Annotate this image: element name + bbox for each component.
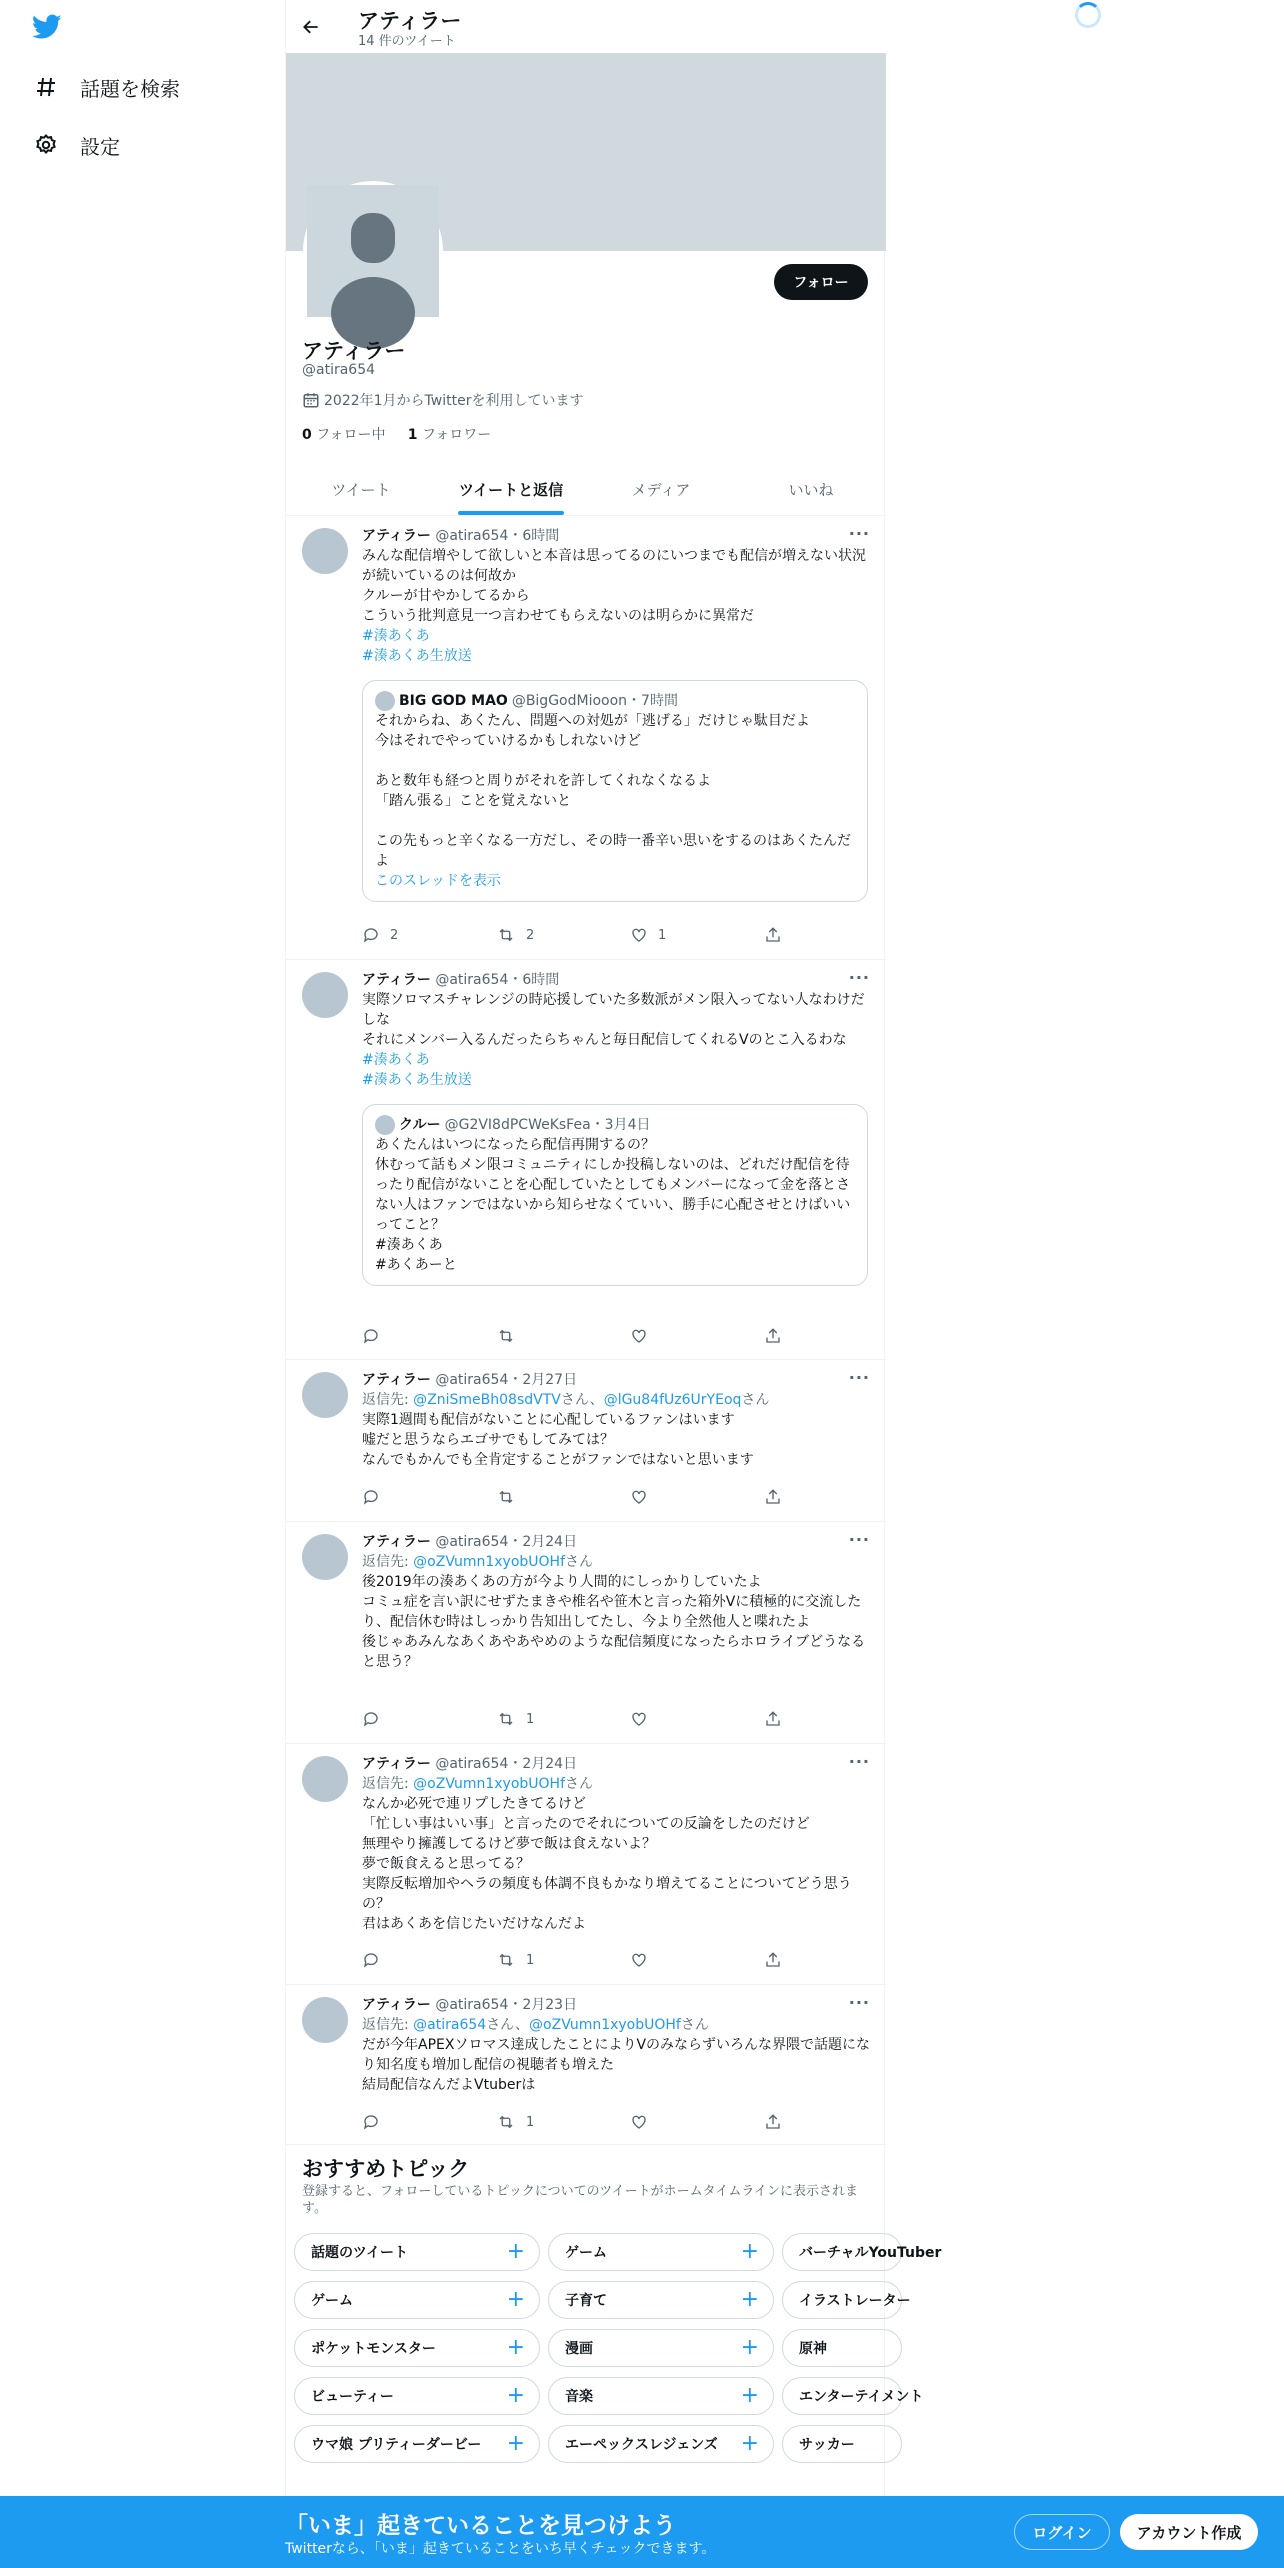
- signup-banner: [0, 2496, 1284, 2568]
- heart-icon: [630, 1327, 648, 1345]
- tweet-actions: [362, 1951, 802, 1971]
- tweet-actions: [362, 2113, 802, 2133]
- tweet-author-handle: @atira654: [435, 972, 509, 988]
- reply-icon: [362, 1327, 380, 1345]
- signup-button[interactable]: アカウント作成: [1120, 2514, 1258, 2550]
- retweet-icon: [496, 1488, 516, 1506]
- hashtag-link[interactable]: #湊あくあ: [362, 628, 430, 644]
- twitter-logo-icon[interactable]: [32, 14, 66, 44]
- topics-description: 登録すると、フォローしているトピックについてのツイートがホームタイムラインに表示されます。: [302, 2184, 859, 2216]
- retweet-button[interactable]: [496, 1327, 526, 1345]
- tweet-time[interactable]: ・6時間: [508, 972, 560, 988]
- gear-icon: [32, 131, 60, 159]
- tweet[interactable]: [286, 1522, 886, 1744]
- tweet-author-name[interactable]: アティラー: [362, 972, 431, 988]
- quoted-author-handle: @BigGodMiooon: [511, 693, 628, 709]
- retweet-icon: [496, 926, 516, 944]
- tweet-text: 実際ソロマスチャレンジの時応援していた多数派がメン限入ってない人なわけだしな それにメンバー入るんだったらちゃんと毎日配信してくれるVのとこ入るわな: [362, 992, 865, 1048]
- tweet-author-handle: @atira654: [435, 1372, 509, 1388]
- tweet-author-handle: @atira654: [435, 1997, 509, 2013]
- tweet-author-name[interactable]: アティラー: [362, 1534, 431, 1550]
- topic-chip[interactable]: ゲーム +: [294, 2281, 540, 2319]
- share-icon: [764, 1488, 782, 1506]
- profile-joined-text: 2022年1月からTwitterを利用しています: [324, 393, 584, 409]
- tweet-author-name[interactable]: アティラー: [362, 1997, 431, 2013]
- profile-avatar[interactable]: [303, 181, 443, 321]
- topic-chip[interactable]: ゲーム +: [548, 2233, 774, 2271]
- topic-chip[interactable]: ビューティー +: [294, 2377, 540, 2415]
- mention-link[interactable]: @atira654: [413, 2017, 487, 2033]
- tweet-author-handle: @atira654: [435, 1756, 509, 1772]
- tweet[interactable]: [286, 516, 886, 960]
- avatar[interactable]: [302, 1372, 348, 1418]
- tweet-actions: [362, 1488, 802, 1508]
- back-arrow-icon[interactable]: [296, 12, 326, 42]
- retweet-icon: [496, 1327, 516, 1345]
- topic-chip[interactable]: 話題のツイート +: [294, 2233, 540, 2271]
- tweet-author-name[interactable]: アティラー: [362, 528, 431, 544]
- show-thread-link[interactable]: このスレッドを表示: [375, 873, 501, 889]
- topic-chip[interactable]: ウマ娘 プリティーダービー +: [294, 2425, 540, 2463]
- tab-tweets-and-replies[interactable]: ツイートと返信: [436, 463, 586, 515]
- tab-media[interactable]: メディア: [631, 480, 691, 499]
- quoted-text: あくたんはいつになったら配信再開するの？ 休むって話もメン限コミュニティにしか投稿しないのは、どれだけ配信を待ったり配信がないことを心配していたとしてもメンバーになって金を落とさない人はファンではないから知らせなくていい、勝手に心配させとけばいいってこと？ #湊あくあ #あくあーと: [375, 1137, 851, 1273]
- like-button[interactable]: [630, 2113, 658, 2131]
- tweet-time[interactable]: ・2月24日: [508, 1756, 578, 1772]
- tweet[interactable]: [286, 1985, 886, 2145]
- more-icon[interactable]: ···: [848, 524, 870, 543]
- profile-handle: @atira654: [302, 362, 376, 378]
- topic-chip[interactable]: サッカー: [782, 2425, 902, 2463]
- share-icon: [764, 1327, 782, 1345]
- tab-likes[interactable]: いいね: [788, 480, 834, 499]
- more-icon[interactable]: ···: [848, 1530, 870, 1549]
- more-icon[interactable]: ···: [848, 1993, 870, 2012]
- main-column: [285, 0, 942, 2568]
- share-icon: [764, 1710, 782, 1728]
- heart-icon: [630, 1710, 648, 1728]
- plus-icon[interactable]: +: [740, 2287, 759, 2312]
- retweet-icon: [496, 1710, 516, 1728]
- quoted-tweet[interactable]: [362, 1104, 868, 1286]
- topic-chip[interactable]: エンターテイメント: [782, 2377, 902, 2415]
- profile-name: アティラー: [302, 339, 406, 363]
- like-button[interactable]: [630, 1951, 658, 1969]
- tweet-time[interactable]: ・2月23日: [508, 1997, 578, 2013]
- quoted-time: ・3月4日: [590, 1117, 651, 1133]
- share-icon: [764, 2113, 782, 2131]
- follow-button[interactable]: フォロー: [774, 264, 868, 300]
- topic-chip[interactable]: 原神: [782, 2329, 902, 2367]
- tweet-text: 後2019年の湊あくあの方が今より人間的にしっかりしていたよ コミュ症を言い訳にせずたまきや椎名や笹木と言った箱外Vに積極的に交流したり、配信休む時はしっかり告知出してたし、今より全然他人と喋れたよ 後じゃあみんなあくあやあやめのような配信頻度になったらホロライブどうなると思う？: [362, 1574, 866, 1670]
- reply-button[interactable]: 2: [362, 926, 398, 944]
- tweet[interactable]: [286, 1360, 886, 1522]
- topic-chip[interactable]: イラストレーター: [782, 2281, 902, 2319]
- retweet-button[interactable]: 1: [496, 1951, 534, 1969]
- reply-button[interactable]: [362, 1327, 390, 1345]
- reply-icon: [362, 1710, 380, 1728]
- avatar[interactable]: [302, 528, 348, 574]
- reply-icon: [362, 1951, 380, 1969]
- like-button[interactable]: 1: [630, 926, 666, 944]
- like-button[interactable]: [630, 1327, 658, 1345]
- plus-icon[interactable]: +: [740, 2431, 759, 2456]
- heart-icon: [630, 1951, 648, 1969]
- plus-icon[interactable]: +: [506, 2335, 525, 2360]
- plus-icon[interactable]: +: [740, 2239, 759, 2264]
- share-icon: [764, 1951, 782, 1969]
- avatar[interactable]: [302, 1997, 348, 2043]
- share-button[interactable]: [764, 1327, 792, 1345]
- hashtag-link[interactable]: #湊あくあ生放送: [362, 1072, 472, 1088]
- left-nav: [0, 0, 285, 2568]
- reply-icon: [362, 2113, 380, 2131]
- tweet-text: だが今年APEXソロマス達成したことによりVのみならずいろんな界隈で話題になり知名度も増加し配信の視聴者も増えた 結局配信なんだよVtuberは: [362, 2037, 871, 2093]
- reply-button[interactable]: [362, 2113, 390, 2131]
- mention-link[interactable]: @lGu84fUz6UrYEoq: [603, 1392, 742, 1408]
- avatar[interactable]: [302, 1756, 348, 1802]
- topic-chip[interactable]: ポケットモンスター +: [294, 2329, 540, 2367]
- tweet-author-name[interactable]: アティラー: [362, 1756, 431, 1772]
- heart-icon: [630, 1488, 648, 1506]
- tweet-author-name[interactable]: アティラー: [362, 1372, 431, 1388]
- topic-chip[interactable]: 音楽 +: [548, 2377, 774, 2415]
- quoted-author-handle: @G2VI8dPCWeKsFea: [444, 1117, 591, 1133]
- retweet-button[interactable]: 1: [496, 1710, 534, 1728]
- plus-icon[interactable]: +: [506, 2287, 525, 2312]
- plus-icon[interactable]: +: [740, 2335, 759, 2360]
- reply-icon: [362, 926, 380, 944]
- profile-header: [286, 0, 886, 53]
- hashtag-link[interactable]: #湊あくあ: [362, 1052, 430, 1068]
- topic-chip[interactable]: エーペックスレジェンズ +: [548, 2425, 774, 2463]
- banner-subtitle: Twitterなら、「いま」起きていることをいち早くチェックできます。: [285, 2541, 716, 2557]
- reply-button[interactable]: [362, 1951, 390, 1969]
- profile-tabs: [286, 463, 886, 516]
- tweet-count: 14 件のツイート: [358, 34, 456, 49]
- reply-to-line: 返信先: @ZniSmeBh08sdVTVさん、@lGu84fUz6UrYEoqさん: [362, 1392, 770, 1408]
- mention-link[interactable]: @oZVumn1xyobUOHf: [413, 1776, 565, 1792]
- login-button[interactable]: ログイン: [1014, 2514, 1110, 2550]
- tweet-text: みんな配信増やして欲しいと本音は思ってるのにいつまでも配信が増えない状況が続いているのは何故か クルーが甘やかしてるから こういう批判意見一つ言わせてもらえないのは明らかに異常だ: [362, 548, 866, 624]
- like-button[interactable]: [630, 1710, 658, 1728]
- loading-spinner-icon: [1075, 2, 1101, 28]
- share-button[interactable]: [764, 1951, 792, 1969]
- topics-title: おすすめトピック: [302, 2157, 470, 2181]
- tweet-time[interactable]: ・2月27日: [508, 1372, 578, 1388]
- mention-link[interactable]: @oZVumn1xyobUOHf: [413, 1554, 565, 1570]
- topic-chip[interactable]: 子育て +: [548, 2281, 774, 2319]
- share-button[interactable]: [764, 1488, 792, 1506]
- reply-to-line: 返信先: @atira654さん、@oZVumn1xyobUOHfさん: [362, 2017, 709, 2033]
- quoted-time: ・7時間: [627, 693, 678, 709]
- quoted-author-name: BIG GOD MAO: [399, 693, 508, 709]
- quoted-text: それからね、あくたん、問題への対処が「逃げる」だけじゃ駄目だよ 今はそれでやっていけるかもしれないけど あと数年も経つと周りがそれを許してくれなくなるよ 「踏ん張る」ことを覚えないと この先もっと辛くなる一方だし、その時一番辛い思いをするのはあくたんだよ: [375, 713, 851, 869]
- reply-to-line: 返信先: @oZVumn1xyobUOHfさん: [362, 1776, 593, 1792]
- tweet[interactable]: [286, 960, 886, 1360]
- nav-settings-label: 設定: [80, 134, 120, 159]
- plus-icon[interactable]: +: [506, 2239, 525, 2264]
- followers-link[interactable]: 1 フォロワー: [407, 427, 492, 443]
- tweet[interactable]: [286, 1744, 886, 1985]
- retweet-button[interactable]: 1: [496, 2113, 534, 2131]
- share-button[interactable]: [764, 926, 792, 944]
- tweet-time[interactable]: ・2月24日: [508, 1534, 578, 1550]
- share-icon: [764, 926, 782, 944]
- retweet-icon: [496, 1951, 516, 1969]
- plus-icon[interactable]: +: [506, 2383, 525, 2408]
- like-button[interactable]: [630, 1488, 658, 1506]
- tweet-text: 実際1週間も配信がないことに心配しているファンはいます 嘘だと思うならエゴサでもしてみては？ なんでもかんでも全肯定することがファンではないと思います: [362, 1412, 754, 1468]
- more-icon[interactable]: ···: [848, 1368, 870, 1387]
- tweet-author-handle: @atira654: [435, 528, 509, 544]
- avatar[interactable]: [302, 1534, 348, 1580]
- reply-button[interactable]: [362, 1710, 390, 1728]
- mention-link[interactable]: @ZniSmeBh08sdVTV: [413, 1392, 561, 1408]
- hashtag-icon: [32, 73, 60, 101]
- reply-to-line: 返信先: @oZVumn1xyobUOHfさん: [362, 1554, 593, 1570]
- topic-chip[interactable]: バーチャルYouTuber: [782, 2233, 902, 2271]
- nav-explore[interactable]: [32, 67, 180, 107]
- share-button[interactable]: [764, 2113, 792, 2131]
- header-title: アティラー: [358, 9, 462, 33]
- tweet-author-handle: @atira654: [435, 1534, 509, 1550]
- nav-settings[interactable]: [32, 125, 120, 165]
- tweet-text: なんか必死で連リプしたきてるけど 「忙しい事はいい事」と言ったのでそれについての反論をしたのだけど 無理やり擁護してるけど夢で飯は食えないよ？ 夢で飯食えると思ってる？ 実際反転増加やヘラの頻度も体調不良もかなり増えてることについてどう思うの？ 君はあくあを信じたいだけなんだよ: [362, 1796, 852, 1932]
- banner-title: 「いま」起きていることを見つけよう: [285, 2513, 676, 2539]
- retweet-button[interactable]: [496, 1488, 526, 1506]
- hashtag-link[interactable]: #湊あくあ生放送: [362, 648, 472, 664]
- share-button[interactable]: [764, 1710, 792, 1728]
- tweet-time[interactable]: ・6時間: [508, 528, 560, 544]
- plus-icon[interactable]: +: [740, 2383, 759, 2408]
- profile-stats: [302, 424, 491, 444]
- recommended-topics: [286, 2145, 942, 2485]
- more-icon[interactable]: ···: [848, 968, 870, 987]
- tweet-actions: [362, 1710, 802, 1730]
- heart-icon: [630, 2113, 648, 2131]
- tweet-actions: [362, 1327, 802, 1347]
- more-icon[interactable]: ···: [848, 1752, 870, 1771]
- reply-icon: [362, 1488, 380, 1506]
- profile-joined: [302, 390, 583, 410]
- topic-chip[interactable]: 漫画 +: [548, 2329, 774, 2367]
- heart-icon: [630, 926, 648, 944]
- reply-button[interactable]: [362, 1488, 390, 1506]
- calendar-icon: [302, 391, 320, 409]
- plus-icon[interactable]: +: [506, 2431, 525, 2456]
- nav-explore-label: 話題を検索: [80, 76, 180, 101]
- quoted-author-name: クルー: [399, 1117, 441, 1133]
- tab-tweets[interactable]: ツイート: [331, 480, 391, 499]
- tweet-actions: [362, 926, 802, 946]
- quoted-tweet[interactable]: [362, 680, 868, 902]
- quoted-avatar: [375, 691, 395, 711]
- retweet-icon: [496, 2113, 516, 2131]
- default-avatar-icon: [307, 185, 439, 317]
- retweet-button[interactable]: 2: [496, 926, 534, 944]
- following-link[interactable]: 0 フォロー中: [302, 427, 386, 443]
- avatar[interactable]: [302, 972, 348, 1018]
- mention-link[interactable]: @oZVumn1xyobUOHf: [529, 2017, 681, 2033]
- quoted-avatar: [375, 1115, 395, 1135]
